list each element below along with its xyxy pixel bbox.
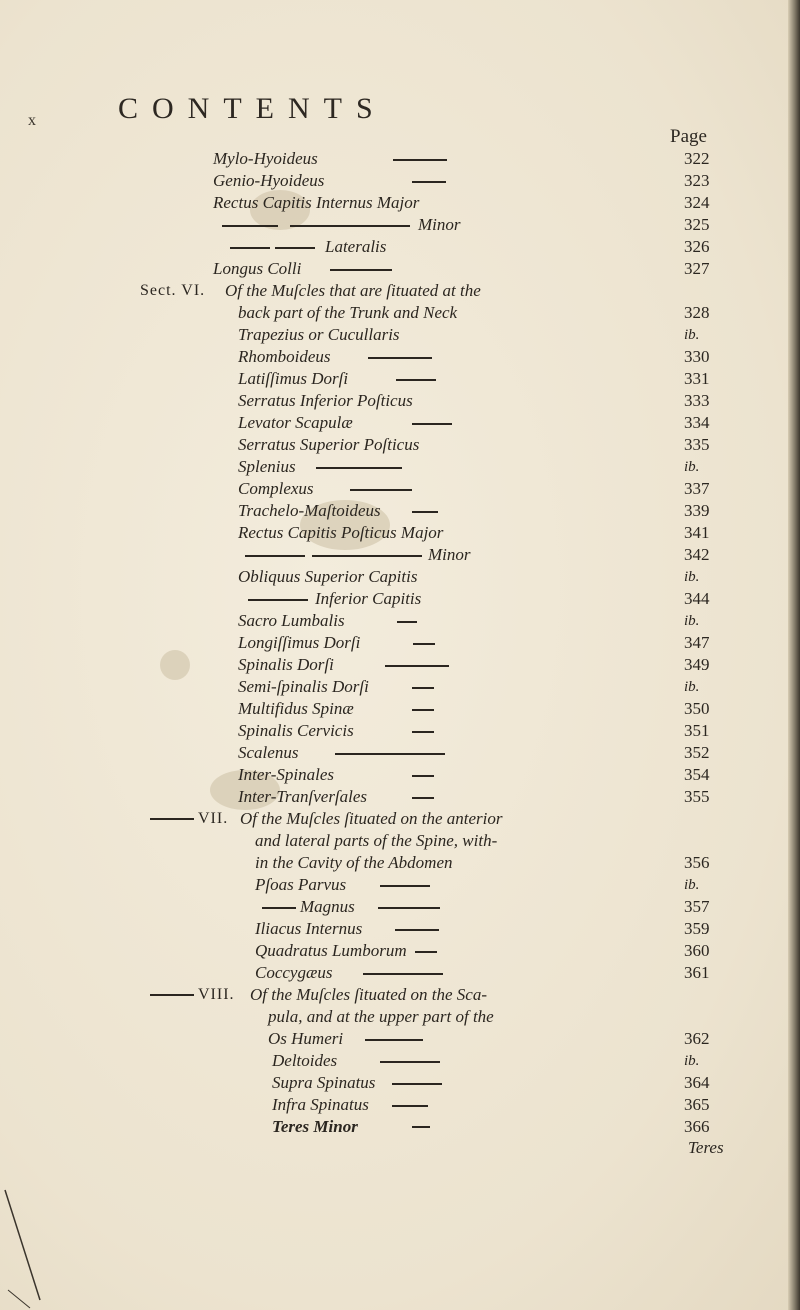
entry-page: 350 bbox=[684, 699, 710, 718]
entry-text: Serratus Inferior Poſticus bbox=[238, 391, 413, 410]
entry-text: Minor bbox=[428, 545, 471, 564]
corner-mark: x bbox=[28, 112, 36, 129]
page-edge-shadow bbox=[788, 0, 800, 1310]
entry-page: 325 bbox=[684, 215, 710, 234]
entry-page: 344 bbox=[684, 589, 710, 608]
entry-page: 324 bbox=[684, 193, 710, 212]
entry-text: Inter-Tranſverſales bbox=[238, 787, 368, 806]
section-label: VII. bbox=[198, 810, 229, 827]
leader-dash bbox=[290, 225, 410, 227]
leader-dash bbox=[275, 247, 315, 249]
leader-dash bbox=[412, 1126, 430, 1128]
entry-text: Rectus Capitis Poſticus Major bbox=[238, 523, 444, 542]
leader-dash bbox=[397, 621, 417, 623]
entry-page: 333 bbox=[684, 391, 710, 410]
leader-dash bbox=[262, 907, 296, 909]
leader-dash bbox=[392, 1105, 428, 1107]
leader-dash bbox=[380, 885, 430, 887]
entry-page: ib. bbox=[684, 569, 700, 585]
section-page: 356 bbox=[684, 853, 710, 872]
leader-dash bbox=[335, 753, 445, 755]
entry-text: Trachelo-Maſtoideus bbox=[238, 501, 381, 520]
entry-text: Sacro Lumbalis bbox=[238, 611, 345, 630]
section-page: 328 bbox=[684, 303, 710, 322]
entry-page: 327 bbox=[684, 259, 710, 278]
leader-dash bbox=[230, 247, 270, 249]
entry-text: Rectus Capitis Internus Major bbox=[213, 193, 420, 212]
leader-dash bbox=[415, 951, 437, 953]
catchword: Teres bbox=[688, 1138, 724, 1157]
leader-dash bbox=[330, 269, 392, 271]
section-page: 362 bbox=[684, 1029, 710, 1048]
entry-page: 330 bbox=[684, 347, 710, 366]
entry-text: Obliquus Superior Capitis bbox=[238, 567, 418, 586]
entry-page: 322 bbox=[684, 149, 710, 168]
entry-page: 339 bbox=[684, 501, 710, 520]
leader-dash bbox=[412, 423, 452, 425]
leader-dash bbox=[395, 929, 439, 931]
entry-page: ib. bbox=[684, 327, 700, 343]
entry-text: Levator Scapulæ bbox=[238, 413, 353, 432]
entry-text: Longus Colli bbox=[213, 259, 302, 278]
entry-text: Trapezius or Cucullaris bbox=[238, 325, 400, 344]
entry-text: Supra Spinatus bbox=[272, 1073, 376, 1092]
section-title-line: Of the Muſcles ſituated on the anterior bbox=[240, 809, 503, 828]
entry-page: 365 bbox=[684, 1095, 710, 1114]
entry-text: Scalenus bbox=[238, 743, 299, 762]
entry-text: Pſoas Parvus bbox=[255, 875, 347, 894]
entry-page: 342 bbox=[684, 545, 710, 564]
section-title-line: in the Cavity of the Abdomen bbox=[255, 853, 453, 872]
leader-dash bbox=[248, 599, 308, 601]
entry-text: Complexus bbox=[238, 479, 314, 498]
section-title-line: Of the Muſcles ſituated on the Sca- bbox=[250, 985, 487, 1004]
entry-text: Longiſſimus Dorſi bbox=[238, 633, 361, 652]
leader-dash bbox=[365, 1039, 423, 1041]
margin-stroke bbox=[0, 1180, 120, 1310]
leader-dash bbox=[412, 775, 434, 777]
entry-page: 360 bbox=[684, 941, 710, 960]
entry-page: 323 bbox=[684, 171, 710, 190]
leader-dash bbox=[393, 159, 447, 161]
leader-dash bbox=[368, 357, 432, 359]
entry-text: Multifidus Spinæ bbox=[238, 699, 354, 718]
leader-dash bbox=[378, 907, 440, 909]
entry-text: Inferior Capitis bbox=[315, 589, 422, 608]
entry-page: 352 bbox=[684, 743, 710, 762]
entry-page: ib. bbox=[684, 613, 700, 629]
entry-text: Lateralis bbox=[325, 237, 387, 256]
leader-dash bbox=[380, 1061, 440, 1063]
leader-dash bbox=[312, 555, 422, 557]
entry-page: 341 bbox=[684, 523, 710, 542]
leader-dash bbox=[412, 687, 434, 689]
entry-page: 359 bbox=[684, 919, 710, 938]
entry-page: 331 bbox=[684, 369, 710, 388]
leader-dash bbox=[363, 973, 443, 975]
entry-page: 355 bbox=[684, 787, 710, 806]
entry-page: 354 bbox=[684, 765, 710, 784]
entry-text: Magnus bbox=[300, 897, 355, 916]
entry-page: ib. bbox=[684, 679, 700, 695]
entry-page: 364 bbox=[684, 1073, 710, 1092]
entry-text: Latiſſimus Dorſi bbox=[238, 369, 349, 388]
leader-dash bbox=[222, 225, 278, 227]
leader-dash bbox=[150, 818, 194, 820]
entry-text: Minor bbox=[418, 215, 461, 234]
section-title-line: pula, and at the upper part of the bbox=[268, 1007, 494, 1026]
entry-text: Iliacus Internus bbox=[255, 919, 363, 938]
page-column-label: Page bbox=[670, 126, 707, 147]
entry-page: 347 bbox=[684, 633, 710, 652]
page-title: CONTENTS bbox=[118, 92, 387, 125]
entry-text: Coccygæus bbox=[255, 963, 333, 982]
entry-page: 326 bbox=[684, 237, 710, 256]
entry-text: Inter-Spinales bbox=[238, 765, 334, 784]
leader-dash bbox=[413, 643, 435, 645]
leader-dash bbox=[412, 731, 434, 733]
entry-page: 361 bbox=[684, 963, 710, 982]
leader-dash bbox=[316, 467, 402, 469]
entry-text: Mylo-Hyoideus bbox=[213, 149, 318, 168]
entry-text: Genio-Hyoideus bbox=[213, 171, 325, 190]
entry-page: 351 bbox=[684, 721, 710, 740]
entry-page: 357 bbox=[684, 897, 710, 916]
leader-dash bbox=[350, 489, 412, 491]
entry-text: Splenius bbox=[238, 457, 296, 476]
entry-page: ib. bbox=[684, 459, 700, 475]
entry-text: Semi-ſpinalis Dorſi bbox=[238, 677, 369, 696]
entry-page: 337 bbox=[684, 479, 710, 498]
entry-text: Infra Spinatus bbox=[272, 1095, 369, 1114]
section-title-line: and lateral parts of the Spine, with- bbox=[255, 831, 498, 850]
entry-page: 335 bbox=[684, 435, 710, 454]
leader-dash bbox=[245, 555, 305, 557]
leader-dash bbox=[412, 709, 434, 711]
section-label: VIII. bbox=[198, 986, 235, 1003]
entry-text: Spinalis Dorſi bbox=[238, 655, 334, 674]
entry-page: ib. bbox=[684, 877, 700, 893]
entry-page: 366 bbox=[684, 1117, 710, 1136]
entry-text: Rhomboideus bbox=[238, 347, 331, 366]
entry-page: 334 bbox=[684, 413, 710, 432]
leader-dash bbox=[396, 379, 436, 381]
leader-dash bbox=[385, 665, 449, 667]
leader-dash bbox=[412, 797, 434, 799]
entry-text: Quadratus Lumborum bbox=[255, 941, 407, 960]
section-title-line: Of the Muſcles that are ſituated at the bbox=[225, 281, 481, 300]
leader-dash bbox=[412, 181, 446, 183]
section-title-line: Os Humeri bbox=[268, 1029, 344, 1048]
entry-page: ib. bbox=[684, 1053, 700, 1069]
leader-dash bbox=[392, 1083, 442, 1085]
section-title-line: back part of the Trunk and Neck bbox=[238, 303, 458, 322]
leader-dash bbox=[412, 511, 438, 513]
entry-text: Teres Minor bbox=[272, 1117, 358, 1136]
entry-text: Spinalis Cervicis bbox=[238, 721, 354, 740]
section-label: Sect. VI. bbox=[140, 282, 206, 299]
entry-page: 349 bbox=[684, 655, 710, 674]
entry-text: Serratus Superior Poſticus bbox=[238, 435, 420, 454]
leader-dash bbox=[150, 994, 194, 996]
entry-text: Deltoides bbox=[272, 1051, 338, 1070]
